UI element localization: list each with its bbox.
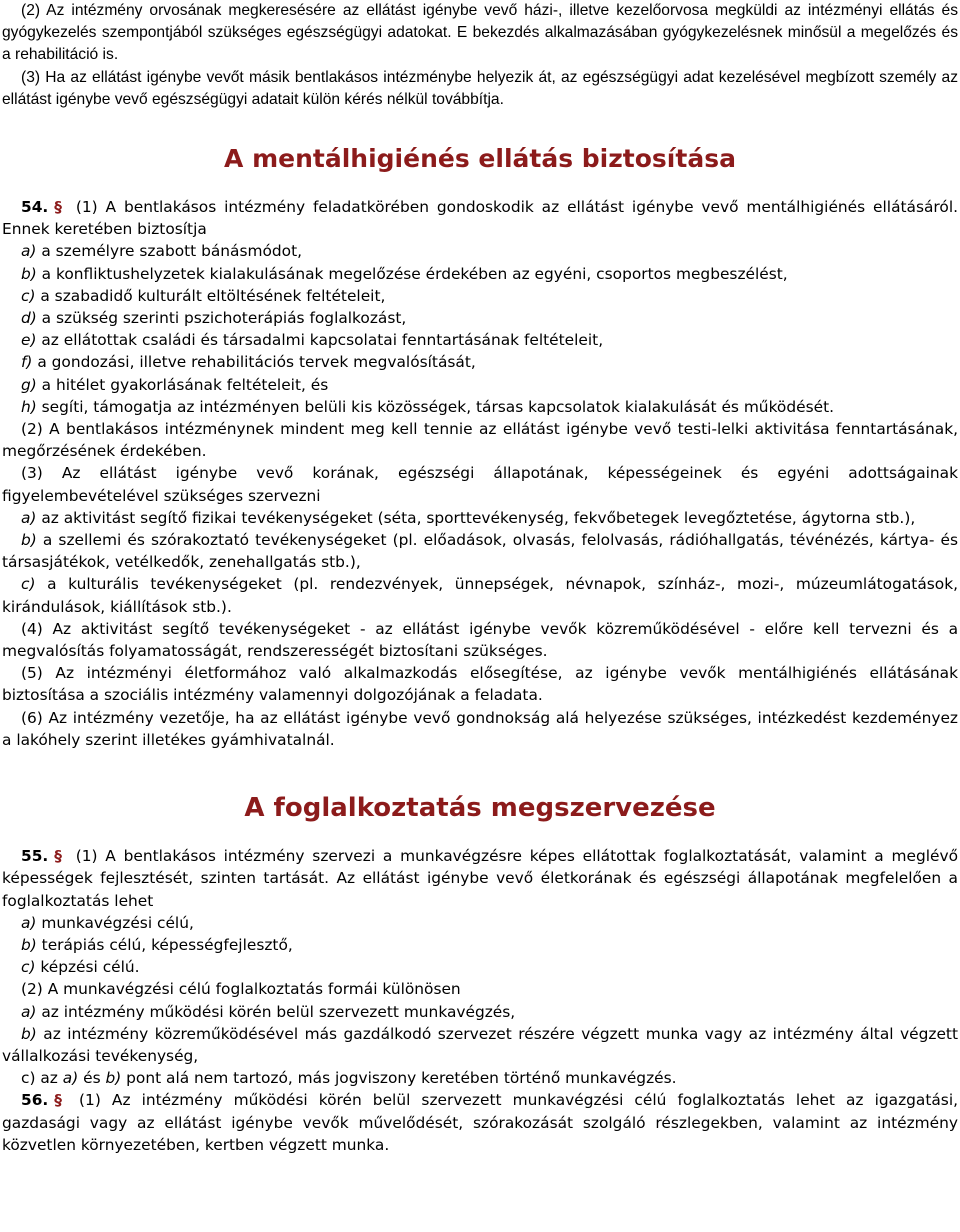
paragraph-54-5: (5) Az intézményi életformához való alkalmazkodás elősegítése, az igénybe vevők mentálhigiénés ellátásának biztosítása a szociális intézmény valamennyi dolgozójának a feladata. (2, 664, 958, 705)
paragraph-54-3: (3) Az ellátást igénybe vevő korának, egészségi állapotának, képességeinek és egyéni adottságainak figyelembevételével szükséges szervezni (2, 464, 958, 505)
section-sign: § (54, 198, 62, 217)
paragraph-54-4: (4) Az aktivitást segítő tevékenységeket - az ellátást igénybe vevők közreműködésével - előre kell tervezni és a megvalósítás folyamatosságát, rendszerességét biztosítani szükséges. (2, 619, 958, 661)
intro-paragraph-2: (2) Az intézmény orvosának megkeresésére az ellátást igénybe vevő házi-, illetve kezelőorvosa megküldi az intézményi ellátás és gyógykezelés szempontjából szükséges egészségügyi adatokat. E bekezdés alkalmazásában gyógykezelésnek minősül a megelőzés és a rehabilitáció is. (2, 2, 958, 64)
list-item: b) terápiás célú, képességfejlesztő, (21, 935, 293, 954)
list-item: a) munkavégzési célú, (21, 913, 194, 932)
list-item: g) a hitélet gyakorlásának feltételeit, és (21, 375, 329, 394)
paragraph-55-2: (2) A munkavégzési célú foglalkoztatás formái különösen (21, 980, 461, 999)
list-item: c) a kulturális tevékenységeket (pl. rendezvények, ünnepségek, névnapok, színház-, mozi-, múzeumlátogatások, kirándulások, kiállítások stb.). (2, 575, 958, 616)
paragraph-54-2: (2) A bentlakásos intézménynek mindent meg kell tennie az ellátást igénybe vevő testi-lelki aktivitása fenntartásának, megőrzésének érdekében. (2, 420, 958, 461)
list-item: a) az aktivitást segítő fizikai tevékenységeket (séta, sporttevékenység, fekvőbetegek levegőztetése, ágytorna stb.), (21, 508, 916, 527)
list-item: e) az ellátottak családi és társadalmi kapcsolatai fenntartásának feltételeit, (21, 331, 604, 350)
list-54-1 (0, 240, 960, 418)
section-number: 54. (21, 198, 49, 217)
paragraph-55-1 (0, 845, 960, 912)
list-item: a) az intézmény működési körén belül szervezett munkavégzés, (21, 1002, 516, 1021)
list-item: f) a gondozási, illetve rehabilitációs tervek megvalósítását, (21, 353, 476, 372)
paragraph-text: (1) Az intézmény működési körén belül szervezett munkavégzési célú foglalkoztatás lehet az igazgatási, gazdasági vagy az ellátást igénybe vevők művelődését, szórakozását szolgáló részlegekben, valamint az intézmény közvetlen környezetében, kertben végzett munka. (2, 1091, 958, 1154)
paragraph-text: (1) A bentlakásos intézmény szervezi a munkavégzésre képes ellátottak foglalkoztatását, valamint a meglévő képességek fejlesztését, szinten tartását. Az ellátást igénybe vevő életkorának és egészségi állapotának megfelelően a foglalkoztatás lehet (2, 847, 958, 910)
section-heading-employment: A foglalkoztatás megszervezése (244, 793, 716, 824)
list-item: d) a szükség szerinti pszichoterápiás foglalkozást, (21, 309, 407, 328)
list-item: b) a szellemi és szórakoztató tevékenységeket (pl. előadások, olvasás, felolvasás, rádióhallgatás, tévénézés, kártya- és társasjátékok, vetélkedők, zenehallgatás stb.), (2, 531, 958, 572)
list-item: c) az a) és b) pont alá nem tartozó, más jogviszony keretében történő munkavégzés. (21, 1069, 677, 1088)
section-sign: § (54, 847, 62, 866)
list-item: b) a konfliktushelyzetek kialakulásának megelőzése érdekében az egyéni, csoportos megbeszélést, (21, 264, 788, 283)
paragraph-54-6: (6) Az intézmény vezetője, ha az ellátást igénybe vevő gondnokság alá helyezése szükséges, intézkedést kezdeményez a lakóhely szerint illetékes gyámhivatalnál. (2, 708, 958, 749)
list-54-3 (0, 507, 960, 618)
list-55-2 (0, 1001, 960, 1090)
intro-block (0, 0, 960, 111)
paragraph-54-1 (0, 196, 960, 240)
section-number: 55. (21, 847, 49, 866)
paragraph-56-1 (0, 1089, 960, 1156)
intro-paragraph-3: (3) Ha az ellátást igénybe vevőt másik bentlakásos intézménybe helyezik át, az egészségügyi adat kezelésével megbízott személy az ellátást igénybe vevő egészségügyi adatait külön kérés nélkül továbbítja. (2, 68, 958, 108)
list-item: a) a személyre szabott bánásmódot, (21, 242, 303, 261)
list-55-1 (0, 912, 960, 979)
section-number: 56. (21, 1091, 49, 1110)
section-heading-mental-health: A mentálhigiénés ellátás biztosítása (224, 144, 736, 174)
list-item: c) képzési célú. (21, 958, 140, 977)
list-item: c) a szabadidő kulturált eltöltésének feltételeit, (21, 286, 386, 305)
paragraph-text: (1) A bentlakásos intézmény feladatkörében gondoskodik az ellátást igénybe vevő mentálhigiénés ellátásáról. Ennek keretében biztosítja (2, 198, 958, 239)
list-item: b) az intézmény közreműködésével más gazdálkodó szervezet részére végzett munka vagy az intézmény által végzett vállalkozási tevékenység, (2, 1024, 958, 1065)
list-item: h) segíti, támogatja az intézményen belüli kis közösségek, társas kapcsolatok kialakulását és működését. (21, 397, 834, 416)
section-sign: § (54, 1091, 62, 1110)
